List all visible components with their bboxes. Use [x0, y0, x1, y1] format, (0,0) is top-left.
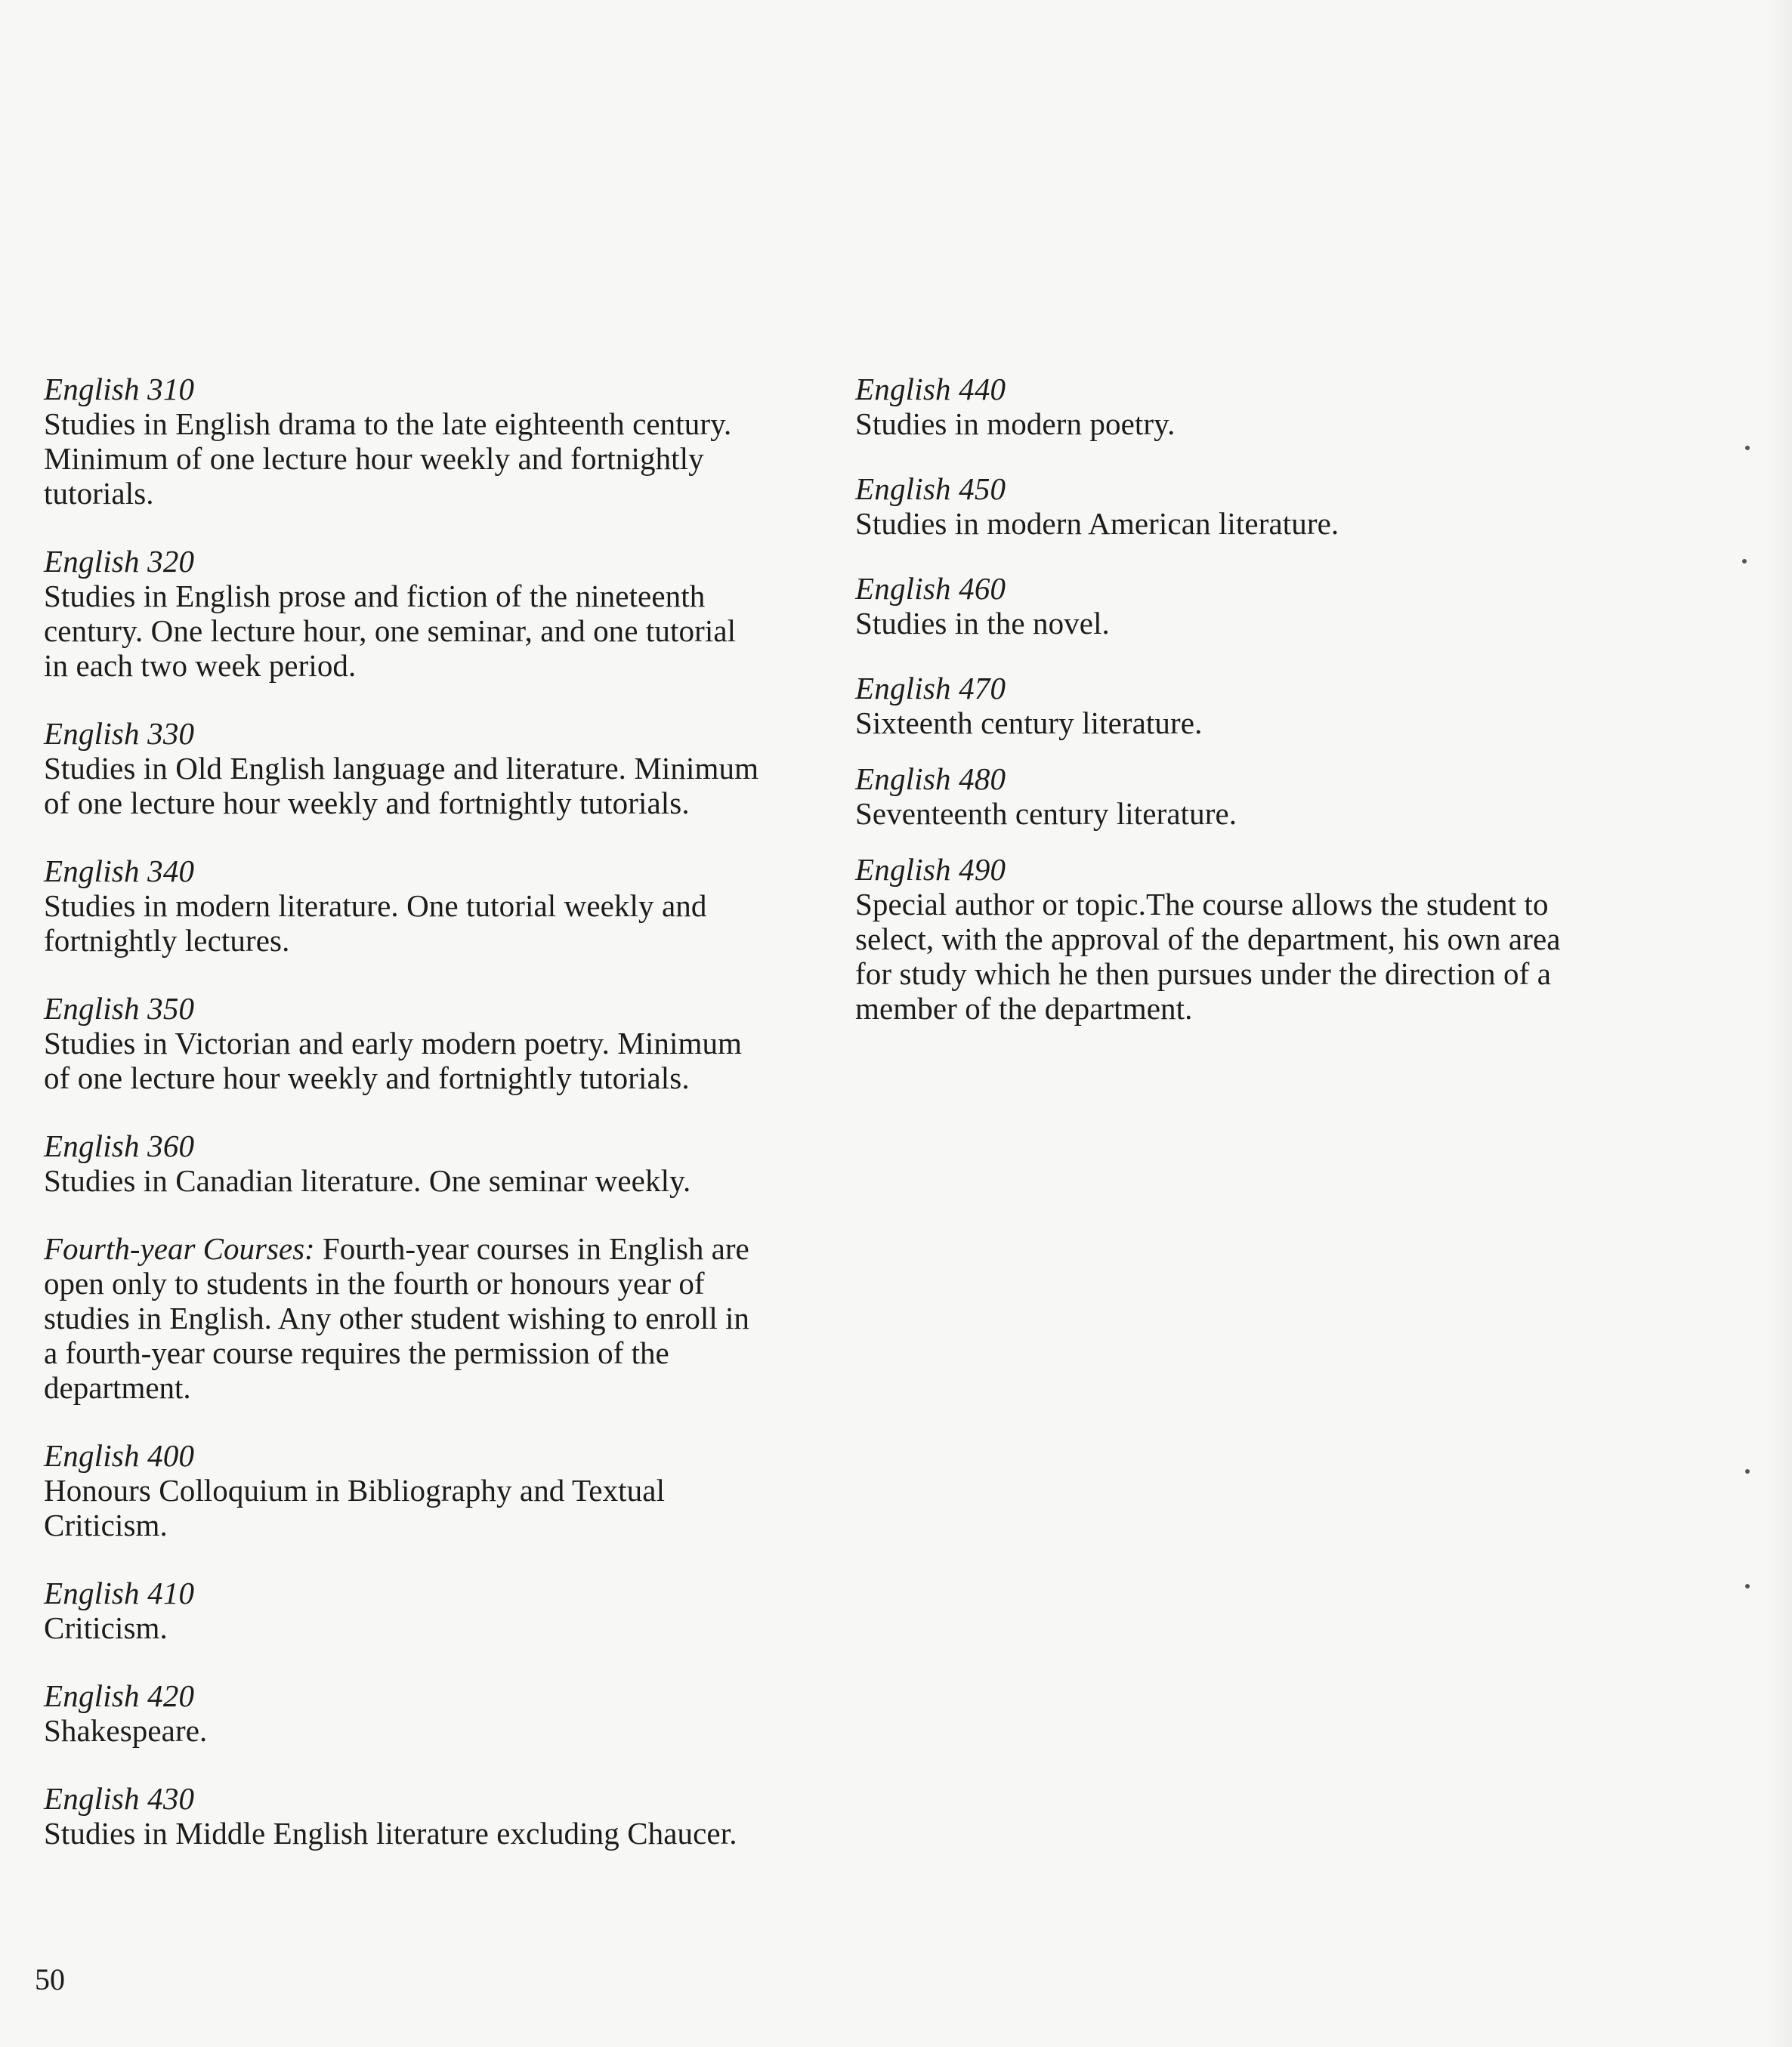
- right-column: [855, 372, 1648, 1056]
- scan-speck: [1745, 1584, 1750, 1589]
- course-title: English 410: [44, 1576, 195, 1610]
- course-description: [44, 1816, 822, 1851]
- description-line: fortnightly lectures.: [44, 923, 290, 958]
- course-entry-english-350: [44, 991, 822, 1095]
- scan-speck: [1742, 559, 1747, 563]
- course-description: [44, 1713, 822, 1748]
- note-line: open only to students in the fourth or honours year of: [44, 1266, 705, 1301]
- note-line: department.: [44, 1370, 191, 1405]
- left-column: [44, 372, 822, 1884]
- course-entry-english-330: [44, 716, 822, 820]
- note-line: studies in English. Any other student wishing to enroll in: [44, 1301, 749, 1335]
- course-entry-english-310: [44, 372, 822, 511]
- description-line: Studies in Middle English literature excluding Chaucer.: [44, 1816, 737, 1851]
- description-line: tutorials.: [44, 476, 154, 511]
- course-description: [855, 887, 1648, 1026]
- course-title: English 430: [44, 1781, 195, 1816]
- description-line: of one lecture hour weekly and fortnightly tutorials.: [44, 1061, 690, 1095]
- description-line: Studies in modern American literature.: [855, 506, 1339, 541]
- course-description: [855, 506, 1648, 541]
- course-title: English 480: [855, 761, 1006, 796]
- course-title: English 360: [44, 1128, 195, 1163]
- description-line: for study which he then pursues under the direction of a: [855, 956, 1552, 991]
- description-line: select, with the approval of the department, his own area: [855, 922, 1561, 956]
- course-entry-english-410: [44, 1576, 822, 1645]
- course-title: English 340: [44, 854, 195, 888]
- course-title: English 450: [855, 471, 1006, 506]
- scan-speck: [1745, 1469, 1750, 1474]
- course-title: English 490: [855, 852, 1006, 887]
- description-line: Studies in English prose and fiction of the nineteenth: [44, 579, 706, 613]
- description-line: Minimum of one lecture hour weekly and fortnightly: [44, 441, 704, 476]
- course-entry-english-470: [855, 671, 1648, 740]
- description-line: Criticism.: [44, 1508, 168, 1542]
- description-line: Shakespeare.: [44, 1713, 208, 1748]
- course-title: English 350: [44, 991, 195, 1026]
- course-title: English 470: [855, 671, 1006, 705]
- page-edge-shadow: [1771, 0, 1792, 2047]
- description-line: Honours Colloquium in Bibliography and Textual: [44, 1473, 666, 1508]
- description-line: of one lecture hour weekly and fortnightly tutorials.: [44, 786, 690, 820]
- description-line: Studies in Canadian literature. One seminar weekly.: [44, 1163, 691, 1198]
- course-description: [855, 606, 1648, 641]
- description-line: Studies in Victorian and early modern poetry. Minimum: [44, 1026, 743, 1061]
- course-entry-english-430: [44, 1781, 822, 1851]
- description-line: Studies in modern literature. One tutorial weekly and: [44, 888, 707, 923]
- description-line: Studies in Old English language and literature. Minimum: [44, 751, 759, 786]
- course-description: [855, 406, 1648, 441]
- scan-speck: [1745, 446, 1750, 450]
- course-description: [44, 1163, 822, 1198]
- course-title: English 330: [44, 716, 195, 751]
- course-description: [44, 406, 822, 511]
- description-line: century. One lecture hour, one seminar, and one tutorial: [44, 613, 737, 648]
- course-description: [44, 579, 822, 683]
- fourth-year-courses-note: [44, 1231, 822, 1405]
- description-line: member of the department.: [855, 991, 1193, 1026]
- course-entry-english-400: [44, 1438, 822, 1542]
- description-line: Special author or topic.The course allows the student to: [855, 887, 1549, 922]
- description-line: Studies in the novel.: [855, 606, 1110, 641]
- course-description: [855, 796, 1648, 831]
- course-description: [855, 705, 1648, 740]
- course-entry-english-440: [855, 372, 1648, 441]
- description-line: Criticism.: [44, 1610, 168, 1645]
- course-description: [44, 1026, 822, 1095]
- description-line: Studies in English drama to the late eighteenth century.: [44, 406, 732, 441]
- page-number: 50: [35, 1962, 65, 1996]
- course-entry-english-480: [855, 761, 1648, 831]
- course-title: English 420: [44, 1678, 195, 1713]
- course-entry-english-490: [855, 852, 1648, 1026]
- description-line: Sixteenth century literature.: [855, 705, 1203, 740]
- note-line: a fourth-year course requires the permission of the: [44, 1335, 669, 1370]
- note-lead: Fourth-year Courses:: [44, 1231, 315, 1266]
- course-title: English 440: [855, 372, 1006, 406]
- course-description: [44, 888, 822, 958]
- course-entry-english-460: [855, 571, 1648, 641]
- course-title: English 310: [44, 372, 195, 406]
- course-title: English 460: [855, 571, 1006, 606]
- course-entry-english-450: [855, 471, 1648, 541]
- note-text: Fourth-year courses in English are: [314, 1231, 749, 1266]
- description-line: in each two week period.: [44, 648, 357, 683]
- course-description: [44, 1473, 822, 1542]
- course-description: [44, 751, 822, 820]
- course-entry-english-360: [44, 1128, 822, 1198]
- course-title: English 320: [44, 544, 195, 579]
- course-description: [44, 1610, 822, 1645]
- course-title: English 400: [44, 1438, 195, 1473]
- description-line: Studies in modern poetry.: [855, 406, 1176, 441]
- course-entry-english-320: [44, 544, 822, 683]
- course-entry-english-340: [44, 854, 822, 958]
- description-line: Seventeenth century literature.: [855, 796, 1237, 831]
- course-entry-english-420: [44, 1678, 822, 1748]
